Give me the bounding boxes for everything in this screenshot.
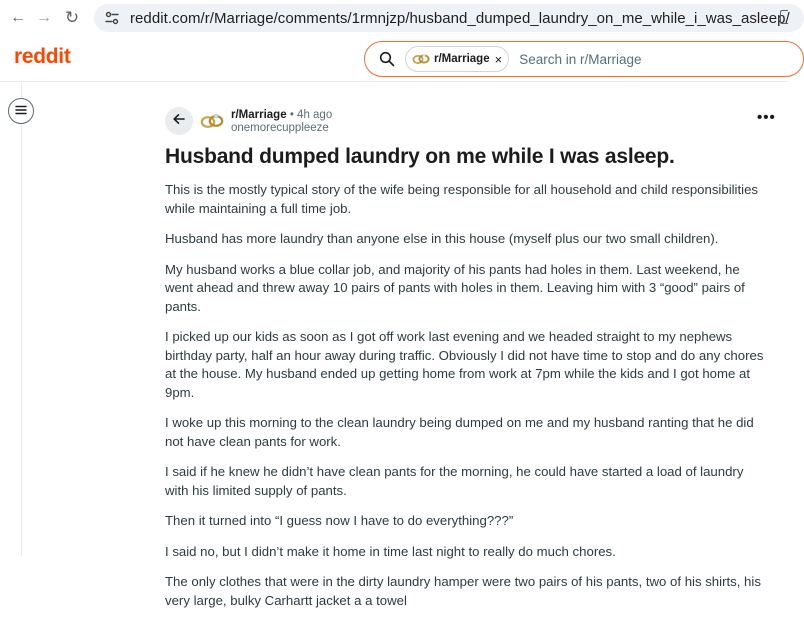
- arrow-right-icon: →: [36, 9, 52, 26]
- tab-search-icon[interactable]: [780, 10, 788, 24]
- browser-toolbar: [0, 0, 788, 36]
- tune-icon[interactable]: [104, 10, 120, 26]
- hamburger-menu-icon: [15, 102, 27, 120]
- subreddit-link[interactable]: r/Marriage: [231, 109, 287, 121]
- expand-navigation-button[interactable]: [8, 98, 34, 124]
- post-paragraph: The only clothes that were in the dirty laundry hamper were two pairs of his pants, two of his shirts, his very large, bulky Carhartt jacket a a towel: [165, 574, 761, 608]
- browser-forward-button[interactable]: [32, 6, 56, 30]
- post-paragraph: I said if he knew he didn’t have clean pants for the morning, he could have started a load of laundry with his limited supply of pants.: [165, 464, 744, 498]
- browser-back-button[interactable]: [6, 6, 30, 30]
- post-paragraph: This is the mostly typical story of the wife being responsible for all household and child responsibilities while maintaining a full time job.: [165, 182, 759, 216]
- author-link[interactable]: onemorecuppleeze: [231, 122, 329, 134]
- browser-reload-button[interactable]: [60, 6, 84, 30]
- address-bar[interactable]: [94, 4, 804, 32]
- left-rail-divider: [21, 83, 22, 556]
- search-input[interactable]: [519, 52, 779, 67]
- arrow-left-icon: [172, 112, 186, 131]
- post-paragraph: Then it turned into “I guess now I have to do everything???”: [165, 513, 514, 528]
- subreddit-filter-chip: [405, 46, 509, 72]
- post-meta: [165, 105, 780, 137]
- reload-icon: ↻: [64, 8, 80, 27]
- post-body: [165, 181, 765, 610]
- close-icon[interactable]: ×: [494, 51, 503, 67]
- post-paragraph: I picked up our kids as soon as I got off work last evening and we headed straight to my nephews birthday party, half an hour away during traffic. Obviously I did not have time to stop and do any chores at the house. My husband ended up getting home from work at 7pm while the kids and I got home at 9pm.: [165, 329, 764, 400]
- site-header: [0, 36, 788, 82]
- post-paragraph: I said no, but I didn’t make it home in time last night to really do much chores.: [165, 543, 616, 559]
- more-options-button[interactable]: •••: [757, 109, 776, 126]
- search-bar[interactable]: [364, 41, 804, 77]
- subreddit-chip-label: r/Marriage: [434, 53, 490, 65]
- back-button[interactable]: [165, 107, 193, 135]
- arrow-left-icon: ←: [10, 9, 26, 26]
- post-meta-text: [231, 109, 332, 135]
- url-text[interactable]: reddit.com/r/Marriage/comments/1rmnjzp/husband_dumped_laundry_on_me_while_i_was_asleep/: [130, 9, 790, 27]
- post-paragraph: I woke up this morning to the clean laundry being dumped on me and my husband ranting that he did not have clean pants for work.: [165, 415, 754, 449]
- post-paragraph: Husband has more laundry than anyone else in this house (myself plus our two small children).: [165, 231, 719, 246]
- wedding-rings-icon: [412, 53, 430, 65]
- wedding-rings-icon[interactable]: [200, 113, 224, 129]
- post: [165, 105, 780, 622]
- meta-separator: •: [289, 109, 294, 121]
- reddit-logo[interactable]: reddit: [14, 45, 71, 68]
- post-title: Husband dumped laundry on me while I was asleep.: [165, 145, 675, 168]
- post-timestamp: 4h ago: [297, 109, 333, 121]
- post-paragraph: My husband works a blue collar job, and majority of his pants had holes in them. Last weekend, he went ahead and threw away 10 pairs of pants with holes in them. Leaving him with 3 “good” pairs of pants.: [165, 261, 745, 314]
- search-icon: [379, 51, 395, 67]
